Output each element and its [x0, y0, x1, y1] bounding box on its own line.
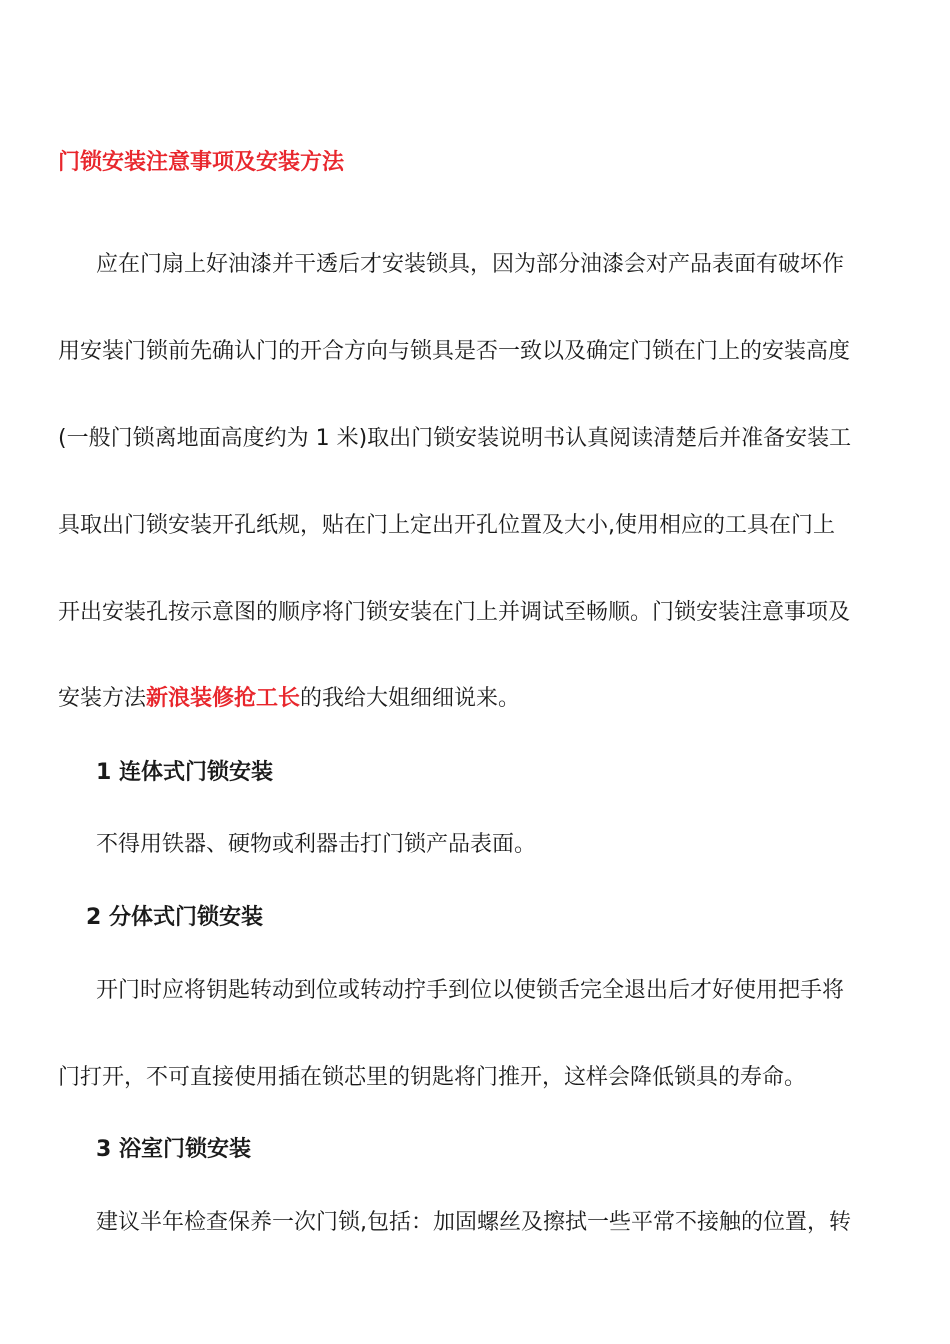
section-2-line-2: 门打开，不可直接使用插在锁芯里的钥匙将门推开，这样会降低锁具的寿命。	[58, 1065, 807, 1090]
intro-line-3: (一般门锁离地面高度约为 1 米)取出门锁安装说明书认真阅读清楚后并准备安装工	[58, 426, 852, 451]
intro-line-2: 用安装门锁前先确认门的开合方向与锁具是否一致以及确定门锁在门上的安装高度	[58, 339, 851, 364]
intro-last-after: 的我给大姐细细说来。	[300, 686, 521, 711]
intro-line-1: 应在门扇上好油漆并干透后才安装锁具，因为部分油漆会对产品表面有破坏作	[96, 252, 845, 277]
intro-line-5: 开出安装孔按示意图的顺序将门锁安装在门上并调试至畅顺。门锁安装注意事项及	[58, 600, 851, 625]
section-2-line-1: 开门时应将钥匙转动到位或转动拧手到位以使锁舌完全退出后才好使用把手将	[96, 978, 845, 1003]
section-3-line-1: 建议半年检查保养一次门锁,包括：加固螺丝及擦拭一些平常不接触的位置，转	[96, 1210, 851, 1235]
intro-line-6	[58, 684, 898, 714]
section-heading-1: 1 连体式门锁安装	[96, 760, 273, 785]
intro-line-4: 具取出门锁安装开孔纸规，贴在门上定出开孔位置及大小,使用相应的工具在门上	[58, 513, 835, 538]
document-title: 门锁安装注意事项及安装方法	[58, 150, 345, 175]
section-1-line-1: 不得用铁器、硬物或利器击打门锁产品表面。	[96, 832, 537, 857]
highlight-link-text[interactable]: 新浪装修抢工长	[146, 686, 301, 711]
section-heading-3: 3 浴室门锁安装	[96, 1137, 251, 1162]
section-heading-2: 2 分体式门锁安装	[86, 905, 263, 930]
intro-last-before: 安装方法	[58, 686, 147, 711]
